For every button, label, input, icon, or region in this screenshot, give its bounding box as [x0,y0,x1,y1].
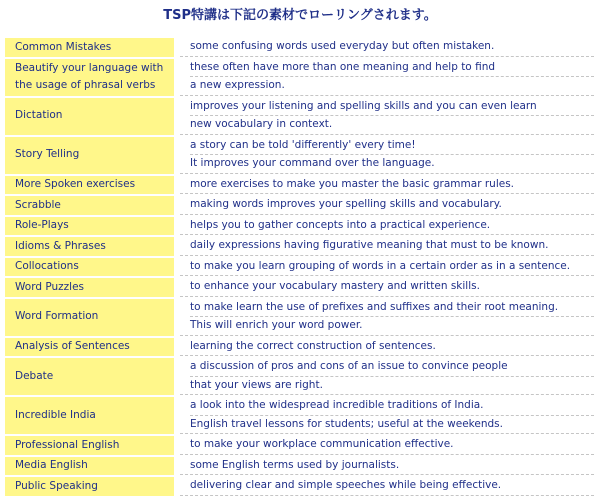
description-cell [180,196,594,215]
topic-cell: Common Mistakes [5,38,180,57]
description-line: This will enrich your word power. [190,319,363,331]
table-row [5,38,594,57]
description-cell [180,98,594,135]
topic-cell: Word Formation [5,299,180,336]
topic-cell: Scrabble [5,196,180,215]
description-line: helps you to gather concepts into a practical experience. [190,218,491,231]
description-line: daily expressions having figurative meaning that must to be known. [190,239,549,251]
description-line: new vocabulary in context. [190,118,333,130]
description-line: a look into the widespread incredible traditions of India. [190,397,594,416]
description-line: delivering clear and simple speeches while being effective. [190,479,502,491]
table-row [5,196,594,215]
description-cell [180,358,594,395]
table-row [5,278,594,297]
table-row [5,59,594,96]
table-row [5,217,594,236]
description-cell [180,137,594,174]
topic-cell: Professional English [5,436,180,455]
description-line: improves your listening and spelling skills and you can even learn [190,98,594,117]
description-line: some English terms used by journalists. [190,458,400,471]
description-line: these often have more than one meaning and help to find [190,59,594,78]
description-cell [180,278,594,297]
description-cell [180,237,594,256]
table-row [5,338,594,357]
topic-cell: Public Speaking [5,477,180,496]
description-line: learning the correct construction of sentences. [190,339,436,352]
topic-cell: Debate [5,358,180,395]
description-line: a story can be told 'differently' every time! [190,137,594,156]
description-cell [180,217,594,236]
table-row [5,258,594,277]
topic-cell: Collocations [5,258,180,277]
table-row [5,98,594,135]
topic-cell: Dictation [5,98,180,135]
description-cell [180,338,594,357]
description-cell [180,299,594,336]
page-title: TSP特講は下記の素材でローリングされます。 [163,8,437,23]
description-line: a discussion of pros and cons of an issue to convince people [190,358,594,377]
description-line: to make you learn grouping of words in a certain order as in a sentence. [190,259,571,272]
table-row [5,299,594,336]
description-line: English travel lessons for students; useful at the weekends. [190,417,503,430]
description-line: a new expression. [190,79,285,91]
description-line: making words improves your spelling skills and vocabulary. [190,198,502,210]
table-row [5,237,594,256]
topic-cell: Word Puzzles [5,278,180,297]
description-cell [180,477,594,496]
description-line: to make learn the use of prefixes and suffixes and their root meaning. [190,299,594,318]
description-line: more exercises to make you master the basic grammar rules. [190,177,515,190]
topic-cell: More Spoken exercises [5,176,180,195]
topic-cell: Role-Plays [5,217,180,236]
description-cell [180,176,594,195]
description-line: It improves your command over the language. [190,157,435,169]
topic-cell: Story Telling [5,137,180,174]
table-row [5,176,594,195]
description-cell [180,59,594,96]
description-cell [180,397,594,434]
topic-cell: Analysis of Sentences [5,338,180,357]
description-line: some confusing words used everyday but often mistaken. [190,40,495,52]
description-line: to enhance your vocabulary mastery and written skills. [190,280,480,292]
table-row [5,358,594,395]
description-cell [180,38,594,57]
description-cell [180,258,594,277]
topic-cell: Idioms & Phrases [5,237,180,256]
description-cell [180,457,594,476]
table-row [5,457,594,476]
topic-cell: Beautify your language with the usage of phrasal verbs [5,59,180,96]
description-line: that your views are right. [190,378,323,391]
description-line: to make your workplace communication effective. [190,438,454,450]
description-cell [180,436,594,455]
table-row [5,477,594,496]
table-row [5,436,594,455]
topic-cell: Incredible India [5,397,180,434]
table-row [5,137,594,174]
table-row [5,397,594,434]
topics-table [5,36,594,498]
topics-table-body [5,38,594,496]
topic-cell: Media English [5,457,180,476]
